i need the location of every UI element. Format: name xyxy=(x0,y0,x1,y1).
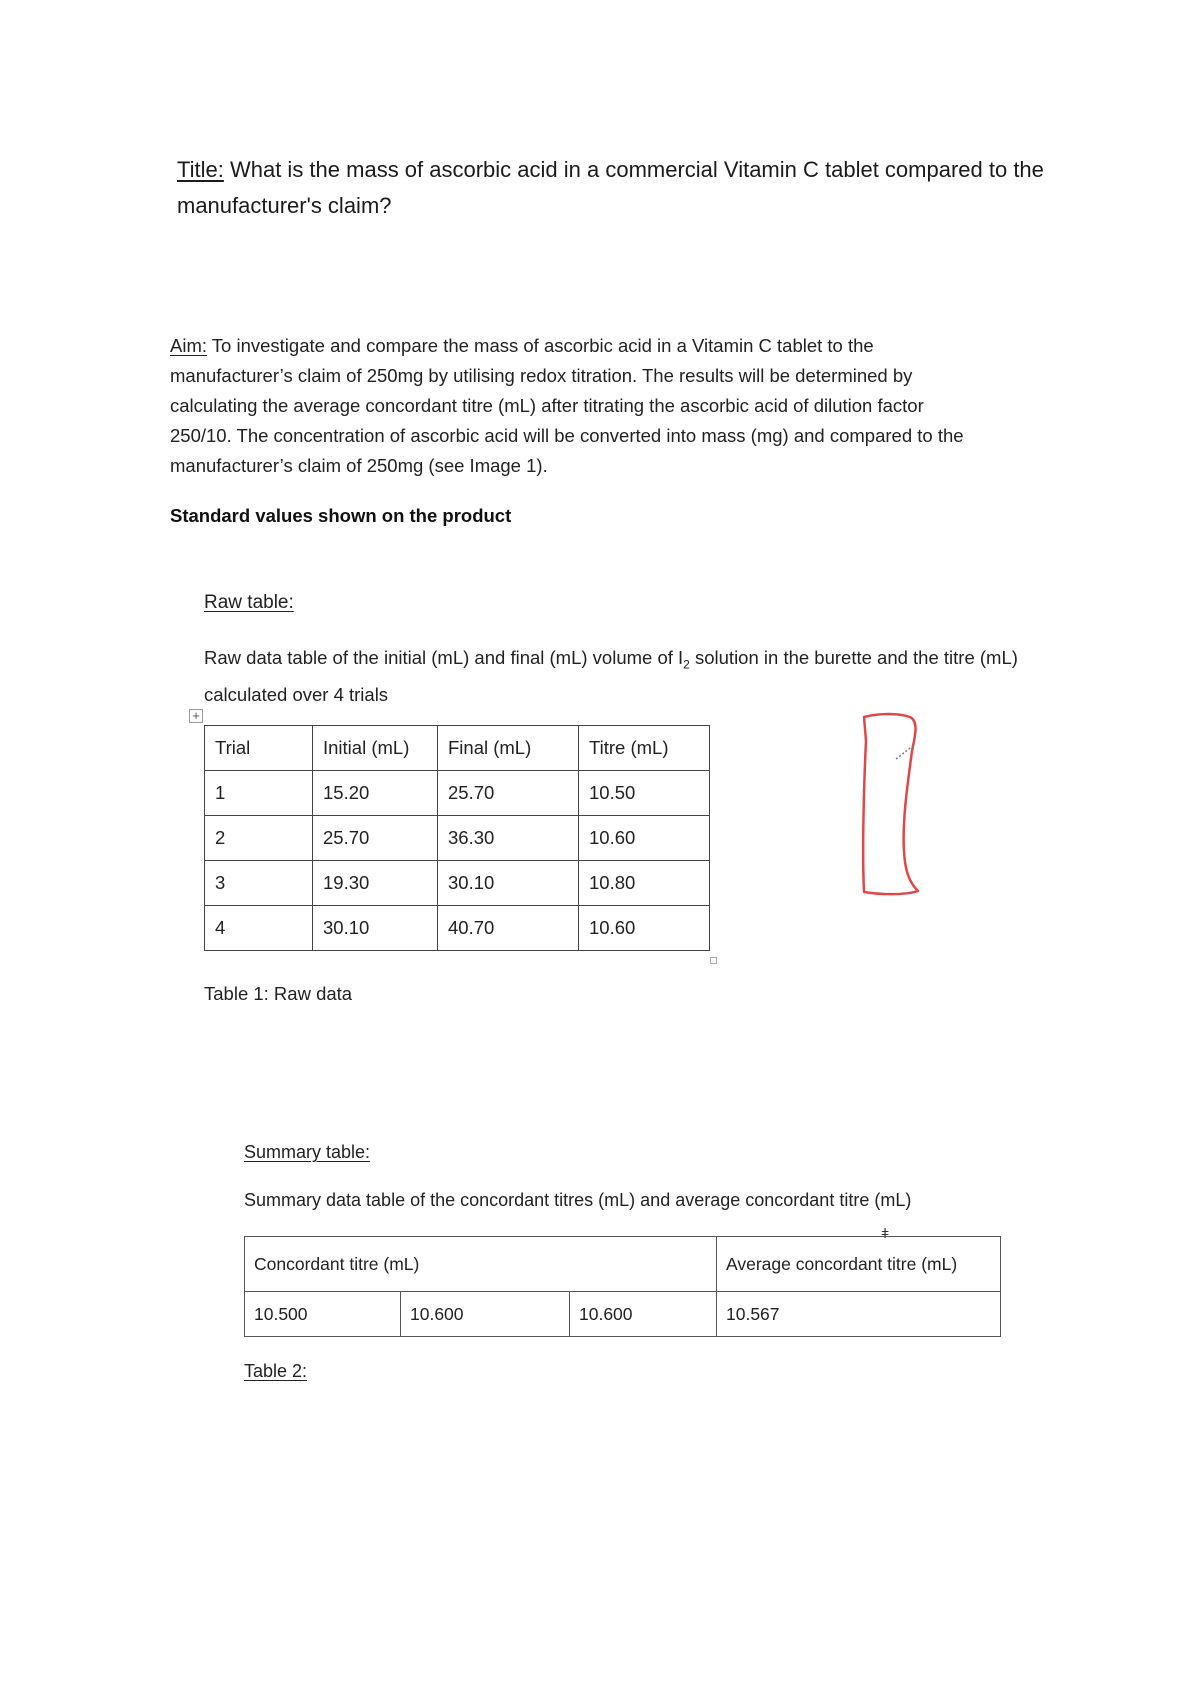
cell-titre: 10.50 xyxy=(579,771,710,816)
title-label: Title: xyxy=(177,157,224,182)
cell-concordant-2: 10.600 xyxy=(401,1292,570,1337)
burette-sketch-icon xyxy=(858,711,924,897)
document-title xyxy=(177,152,1057,224)
cell-concordant-3: 10.600 xyxy=(570,1292,717,1337)
table-row xyxy=(205,861,710,906)
header-initial: Initial (mL) xyxy=(313,726,438,771)
header-average-titre: Average concordant titre (mL) xyxy=(717,1237,1001,1292)
aim-label: Aim: xyxy=(170,335,207,356)
summary-table-description: Summary data table of the concordant titres (mL) and average concordant titre (mL) xyxy=(244,1190,912,1210)
table-2-caption: Table 2: xyxy=(244,1361,308,1381)
header-titre: Titre (mL) xyxy=(579,726,710,771)
table-resize-handle[interactable] xyxy=(710,957,717,964)
table-header-row xyxy=(245,1237,1001,1292)
cell-initial: 19.30 xyxy=(313,861,438,906)
aim-paragraph xyxy=(170,331,990,481)
table-row xyxy=(245,1292,1001,1337)
raw-caption-post: solution in the burette and the titre (mL) calculated over 4 trials xyxy=(204,647,1018,705)
cell-trial: 4 xyxy=(205,906,313,951)
cell-titre: 10.60 xyxy=(579,816,710,861)
cell-titre: 10.60 xyxy=(579,906,710,951)
cell-final: 40.70 xyxy=(438,906,579,951)
header-final: Final (mL) xyxy=(438,726,579,771)
cell-final: 36.30 xyxy=(438,816,579,861)
summary-data-table xyxy=(244,1236,1001,1337)
cell-concordant-1: 10.500 xyxy=(245,1292,401,1337)
aim-text: To investigate and compare the mass of ascorbic acid in a Vitamin C tablet to the manufacturer’s claim of 250mg by utilising redox titration. The results will be determined by calculating the average concordant titre (mL) after titrating the ascorbic acid of dilution factor 250/10. The concentration of ascorbic acid will be converted into mass (mg) and compared to the manufacturer’s claim of 250mg (see Image 1). xyxy=(170,335,964,476)
table-row xyxy=(205,906,710,951)
cell-trial: 2 xyxy=(205,816,313,861)
summary-table-heading: Summary table: xyxy=(244,1142,371,1162)
header-concordant-titre: Concordant titre (mL) xyxy=(245,1237,717,1292)
table-row xyxy=(205,816,710,861)
cell-average: 10.567 xyxy=(717,1292,1001,1337)
header-trial: Trial xyxy=(205,726,313,771)
cell-initial: 30.10 xyxy=(313,906,438,951)
cell-final: 30.10 xyxy=(438,861,579,906)
table-1-caption: Table 1: Raw data xyxy=(204,983,353,1004)
standard-values-label: Standard values shown on the product xyxy=(170,505,512,526)
raw-table-heading: Raw table: xyxy=(204,592,294,613)
table-move-handle-icon[interactable]: + xyxy=(189,709,203,723)
cell-titre: 10.80 xyxy=(579,861,710,906)
table-row xyxy=(205,771,710,816)
cell-final: 25.70 xyxy=(438,771,579,816)
raw-caption-sub: 2 xyxy=(683,657,690,672)
text-cursor-icon: ǂ xyxy=(881,1225,890,1241)
cell-initial: 15.20 xyxy=(313,771,438,816)
raw-table-description xyxy=(204,643,1044,710)
cell-trial: 1 xyxy=(205,771,313,816)
cell-initial: 25.70 xyxy=(313,816,438,861)
table-header-row xyxy=(205,726,710,771)
raw-caption-pre: Raw data table of the initial (mL) and final (mL) volume of I xyxy=(204,647,684,668)
cell-trial: 3 xyxy=(205,861,313,906)
title-text: What is the mass of ascorbic acid in a commercial Vitamin C tablet compared to the manufacturer's claim? xyxy=(177,157,1044,218)
raw-data-table xyxy=(204,725,710,951)
